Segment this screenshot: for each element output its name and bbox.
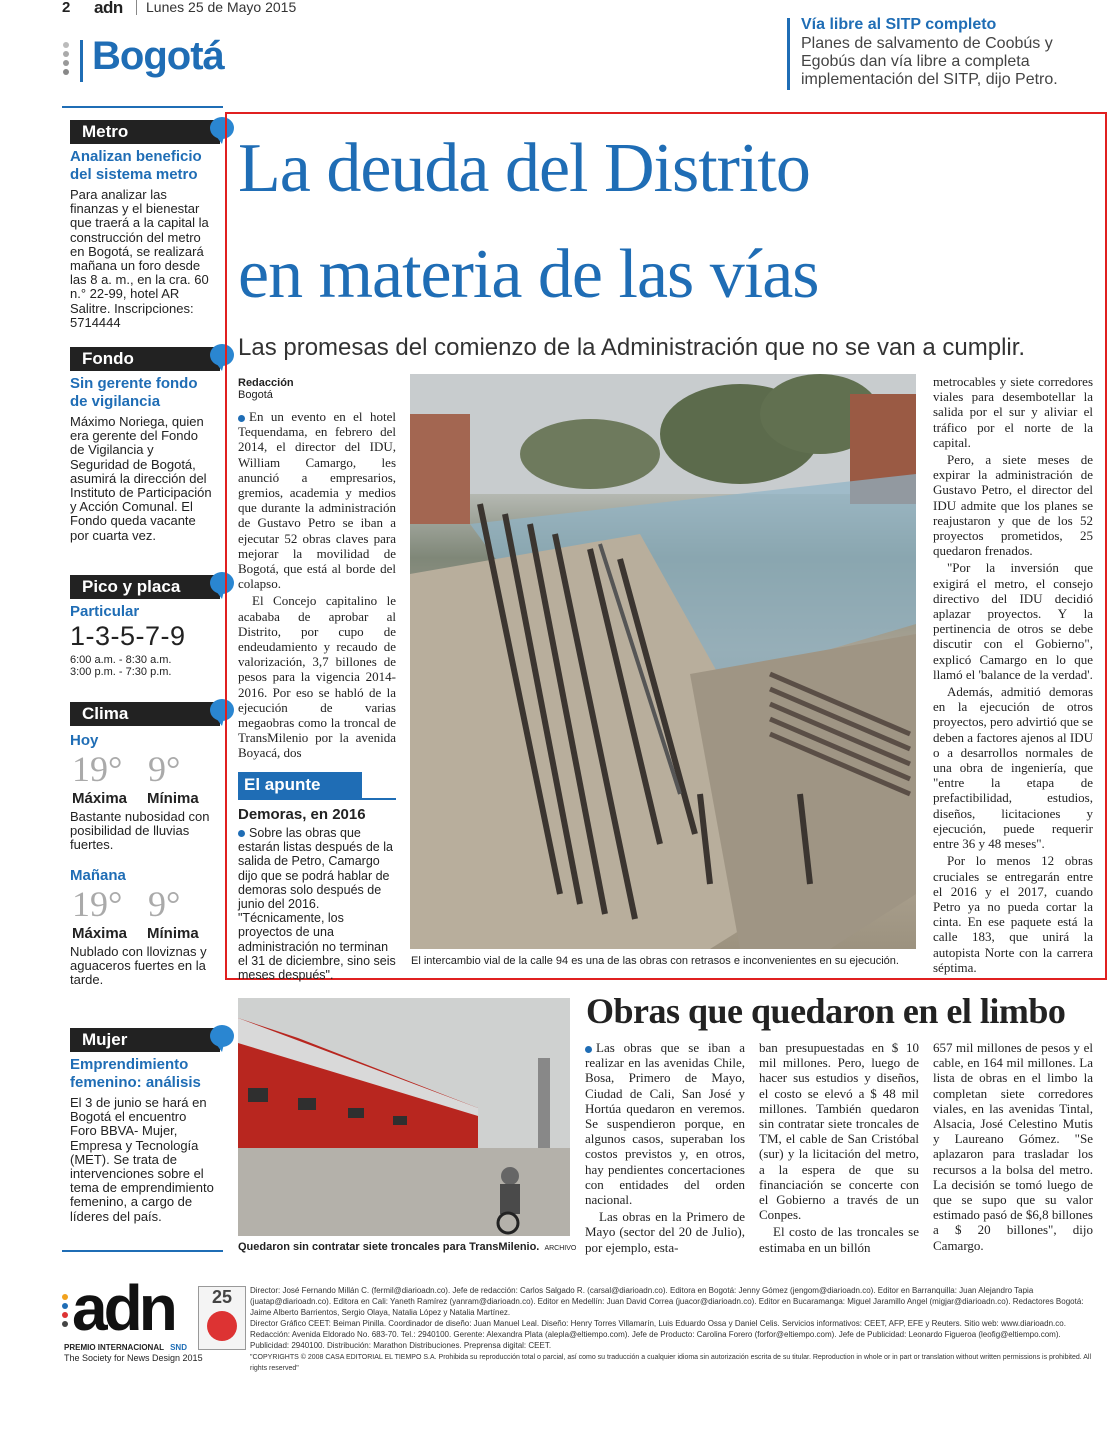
teaser-title[interactable]: Vía libre al SITP completo xyxy=(801,16,997,33)
today-label: Hoy xyxy=(70,732,99,749)
apunte-headline: Demoras, en 2016 xyxy=(238,806,366,823)
snd-badge: SND xyxy=(170,1343,187,1352)
mujer-label: Mujer xyxy=(70,1028,220,1052)
photo-credit: ARCHIVO xyxy=(544,1245,577,1252)
limbo-photo-caption: Quedaron sin contratar siete troncales para TransMilenio. ARCHIVO xyxy=(238,1241,577,1253)
min-label: Mínima xyxy=(147,924,199,942)
mujer-headline[interactable]: Emprendimiento femenino: análisis xyxy=(70,1056,201,1091)
apunte-box xyxy=(238,772,396,982)
max-label: Máxima xyxy=(72,790,128,807)
pico-type: Particular xyxy=(70,603,140,620)
section-bar xyxy=(80,40,83,82)
page-header xyxy=(62,0,362,18)
bullet-icon xyxy=(585,1046,592,1053)
anniversary-badge xyxy=(198,1286,246,1350)
footer-credits-2: Director Gráfico CEET: Beiman Pinilla. Coordinador de diseño: Juan Manuel Leal. Diseño: Henry Torres Villamarín, Luis Eduardo Ossa y Daniel Celis. Servicios informativos: CEET, AFP, EFE y Reuters. Sitio web: www.diarioadn.co. Redacción: Avenida Eldorado No. 683-70. Tel.: 2940100. Gerente: Alexandra Plata (alepla@eltiempo.com). Jefe de Producto: Carolina Forero (forfor@eltiempo.com). Jefe de Publicidad: Leonardo Figueroa (leofig@eltiempo.com). Publicidad: 2940100. Distribución: Marathon Distribuciones. Preprensa digital: CEET. xyxy=(250,1319,1066,1350)
tomorrow-label: Mañana xyxy=(70,866,126,884)
page-number: 2 xyxy=(62,0,71,16)
col1-paragraph-1: En un evento en el hotel Tequendama, en febrero del 2014, el director del IDU, William Camargo, les anunció a empresarios, gremios, academia y medios que durante la administración de Gustavo Petro se iban a ejecutar 52 obras claves para mejorar la movilidad de Bogotá, que está al borde del colapso. xyxy=(238,409,396,592)
max-label: Máxima xyxy=(72,924,128,942)
metro-text: Para analizar las finanzas y el bienestar que traerá a la capital la construcción del metro en Bogotá, se realizará mañana un foro desde las 8 a. m., en la cra. 60 n.° 22-99, hotel AR Salitre. Inscripciones: 5714444 xyxy=(70,187,209,330)
society-line: The Society for News Design 2015 xyxy=(64,1353,203,1363)
col1-paragraph-2: El Concejo capitalino le acababa de aprobar al Distrito, por cupo de endeudamiento y recaudo de valorización, 3,7 billones de pesos para la vigencia 2014-2016. Por eso se habló de la ejecución de varias megaobras como la troncal de TransMilenio por la avenida Boyacá, dos xyxy=(238,593,396,761)
limbo-c3-paragraph-1: 657 mil millones de pesos y el cable, en 164 mil millones. La lista de obras en el limbo la completan siete corredores viales, en las avenidas Tintal, Alsacia, José Celestino Mutis y Laureano Gómez. "Se aplazaron para trasladar los recursos a la bolsa del metro. La decisión se tomó luego de que se supo que su valor estimado pasó de $6,8 billones a $ 20 billones", dijo Camargo. xyxy=(933,1040,1093,1253)
today-max: 19° xyxy=(72,749,123,789)
col3-paragraph-5: Por lo menos 12 obras cruciales se entregarán entre el 2016 y el 2017, cuando Petro ya no pueda cortar la cinta. En ese paquete está la calle 183, que unirá la autopista Norte con la carrera séptima. xyxy=(933,853,1093,975)
metro-headline[interactable]: Analizan beneficio del sistema metro xyxy=(70,148,202,183)
header-divider xyxy=(136,0,137,15)
bullet-icon xyxy=(238,830,245,837)
metro-label: Metro xyxy=(70,120,220,144)
teaser-text: Planes de salvamento de Coobús y Egobús dan vía libre a completa implementación del SITP, dijo Petro. xyxy=(801,35,1058,88)
section-title: Bogotá xyxy=(92,34,224,78)
limbo-c1-paragraph-2: Las obras en la Primero de Mayo (sector del 20 de Julio), por ejemplo, esta- xyxy=(585,1209,745,1255)
teaser-bar xyxy=(787,18,790,90)
main-photo xyxy=(410,374,916,949)
footer-credits-1: Director: José Fernando Millán C. (fermil@diarioadn.co). Jefe de redacción: Carlos Salgado R. (carsal@diarioadn.co). Editora en Bogotá: Jenny Gómez (jengom@diarioadn.co). Editor en Barranquilla: Juan Alejandro Tapia (juatap@diarioadn.co). Editora en Cali: Yaneth Ramírez (yanram@diarioadn.co). Editor en Medellín: Juan David Correa (juacor@diarioadn.co). Editor en Bucaramanga: Miguel Jaramillo Angel (migjar@diarioadn.co). Redactores Bogotá: Jaime Alberto Barrientos, Sergio Olaya, Natalia López y Natalia Martínez. xyxy=(250,1286,1084,1317)
award-line: PREMIO INTERNACIONAL SND xyxy=(64,1343,187,1352)
pico-time-2: 3:00 p.m. - 7:30 p.m. xyxy=(70,666,172,678)
today-forecast: Bastante nubosidad con posibilidad de lluvias fuertes. xyxy=(70,809,210,853)
issue-date: Lunes 25 de Mayo 2015 xyxy=(146,0,297,15)
limbo-headline[interactable]: Obras que quedaron en el limbo xyxy=(586,991,1066,1031)
sidebar-pico xyxy=(70,575,215,678)
bullet-icon xyxy=(238,415,245,422)
tomorrow-max: 19° xyxy=(72,883,123,924)
footer-dots xyxy=(62,1294,70,1334)
sidebar-fondo xyxy=(70,347,215,543)
limbo-col-1 xyxy=(585,1040,745,1257)
main-col-3 xyxy=(933,374,1093,977)
limbo-c2-paragraph-2: El costo de las troncales se estimaba en un billón xyxy=(759,1224,919,1255)
limbo-c1-paragraph-1: Las obras que se iban a realizar en las avenidas Chile, Bosa, Primero de Mayo, Ciudad de Cali, San José y Hortúa quedaron en veremos. Se suspendieron porque, en algunos casos, superaban los costos previstos y, en otros, hay pendientes concertaciones con entidades del orden nacional. xyxy=(585,1040,745,1208)
buses-photo-illustration xyxy=(238,998,570,1236)
today-min: 9° xyxy=(148,749,181,789)
sidebar-mujer xyxy=(70,1028,215,1224)
sidebar xyxy=(70,120,215,330)
limbo-photo xyxy=(238,998,570,1236)
limbo-col-3 xyxy=(933,1040,1093,1255)
footer-logo: adn xyxy=(72,1272,174,1344)
footer-copyright: "COPYRIGHTS © 2008 CASA EDITORIAL EL TIEMPO S.A. Prohibida su reproducción total o parcial, así como su traducción a cualquier idioma sin autorización escrita de su titular. Reproduction in whole or in part or translation without written permissions is prohibited. All rights reserved" xyxy=(250,1354,1092,1372)
fondo-label: Fondo xyxy=(70,347,220,371)
apunte-text: Sobre las obras que estarán listas después de la salida de Petro, Camargo dijo que se podrá hablar de demoras solo después de junio del 2016. "Técnicamente, los proyectos de una administración no terminan el 31 de diciembre, sino seis meses después". xyxy=(238,826,396,983)
sidebar-clima xyxy=(70,702,215,987)
header-rule xyxy=(62,106,223,108)
chat-bubble-icon xyxy=(210,1025,234,1047)
construction-photo-illustration xyxy=(410,374,916,949)
main-subhead: Las promesas del comienzo de la Administración que no se van a cumplir. xyxy=(238,334,1026,361)
col3-paragraph-3: "Por la inversión que exigirá el metro, el consejo directivo del IDU decidió aplazar proyectos. Y la pertinencia de otros se debe discutir con el Gobierno", explicó Camargo en lo que llamó el 'balance de la verdad'. xyxy=(933,560,1093,682)
min-label: Mínima xyxy=(147,790,199,807)
main-headline-line-1[interactable]: La deuda del Distrito xyxy=(238,130,810,207)
col3-paragraph-2: Pero, a siete meses de expirar la administración de Gustavo Petro, el director del IDU admite que los planes se reajustaron y que de los 52 proyectos prometidos, 25 quedaron frenados. xyxy=(933,452,1093,559)
brand-small: adn xyxy=(94,0,123,17)
fondo-headline[interactable]: Sin gerente fondo de vigilancia xyxy=(70,375,198,410)
tomorrow-min: 9° xyxy=(148,883,181,924)
pico-label: Pico y placa xyxy=(70,575,220,599)
pico-time-1: 6:00 a.m. - 8:30 a.m. xyxy=(70,654,172,666)
byline-city: Bogotá xyxy=(238,389,273,401)
apunte-label: El apunte xyxy=(238,772,362,798)
main-col-1 xyxy=(238,377,396,763)
col3-paragraph-1: metrocables y siete corredores viales para desembotellar la salida por el sur y aliviar el tráfico por el norte de la capital. xyxy=(933,374,1093,450)
tomorrow-forecast: Nublado con lloviznas y aguaceros fuertes en la tarde. xyxy=(70,943,207,988)
pico-numbers: 1-3-5-7-9 xyxy=(70,621,186,651)
section-dots xyxy=(63,42,71,82)
limbo-c2-paragraph-1: ban presupuestadas en $ 10 mil millones. Pero, luego de hacer sus estudios y diseños, el costo se elevó a $ 48 mil millones. También quedaron sin contratar siete troncales de TM, el cable de San Cristóbal (sur) y la licitación del metro, a la espera de que su financiación se concerte con el Gobierno a través de un Conpes. xyxy=(759,1040,919,1223)
sidebar-bottom-rule xyxy=(62,1250,223,1252)
mujer-text: El 3 de junio se hará en Bogotá el encuentro Foro BBVA- Mujer, Empresa y Tecnología (MET). Se trata de intervenciones sobre el tema de emprendimiento femenino, a cargo de líderes del país. xyxy=(70,1095,214,1224)
clima-label: Clima xyxy=(70,702,220,726)
fondo-text: Máximo Noriega, quien era gerente del Fondo de Vigilancia y Seguridad de Bogotá, asumirá la dirección del Instituto de Participación y Acción Comunal. El Fondo queda vacante por cuarta vez. xyxy=(70,414,212,543)
col3-paragraph-4: Además, admitió demoras en la ejecución de otros proyectos, pero advirtió que se deben a factores ajenos al IDU o a desarrollos normales de una obra de ingeniería, que "entre la etapa de prefactibilidad, estudios, diseños, licitaciones y ejecución, puede requerir entre 36 y 48 meses". xyxy=(933,684,1093,852)
limbo-col-2 xyxy=(759,1040,919,1257)
anniversary-number: 25 xyxy=(211,1287,233,1307)
main-photo-caption: El intercambio vial de la calle 94 es una de las obras con retrasos e inconvenientes en su ejecución. xyxy=(411,955,899,967)
byline: Redacción xyxy=(238,377,294,389)
main-headline-line-2[interactable]: en materia de las vías xyxy=(238,236,819,313)
